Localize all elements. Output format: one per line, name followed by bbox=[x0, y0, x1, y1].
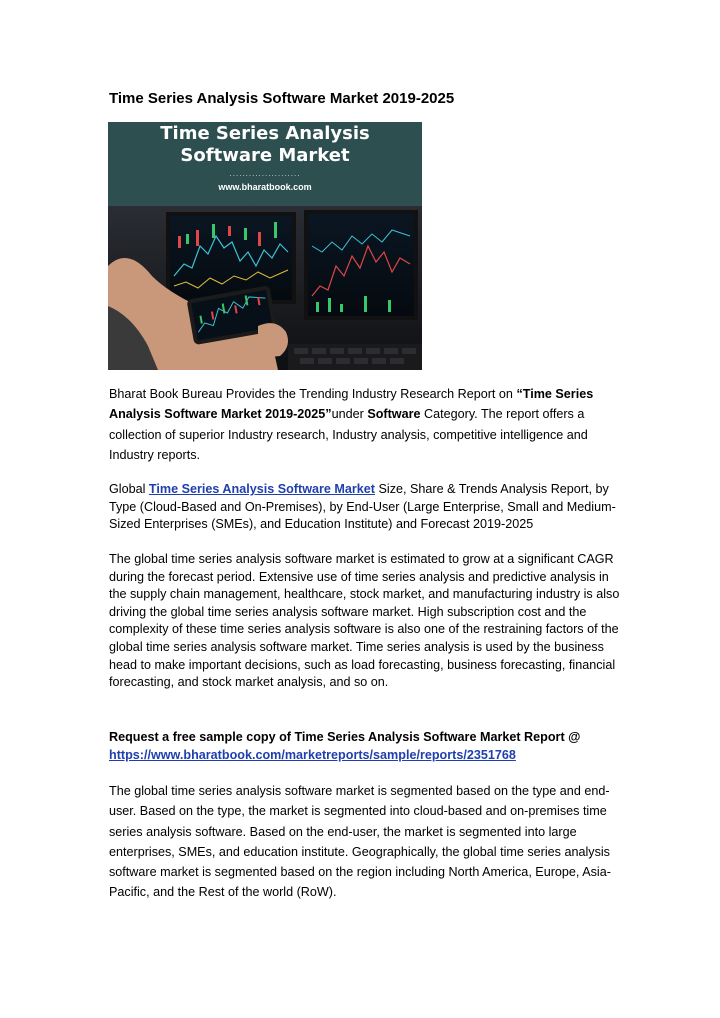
market-overview-paragraph: The global time series analysis software market is estimated to grow at a significant CAGR during the forecast period. Extensive use of time series analysis and predictive analysis in the supply chain management, healthcare, stock market, and manufacturing industry is also driving the global time series analysis software market. High subscription cost and the complexity of these time series analysis software is also one of the restraining factors of the global time series analysis software market. Time series analysis is used by the business head to make important decisions, such as load forecasting, business forecasting, financial forecasting, and stock market analysis, and so on. bbox=[109, 552, 620, 690]
intro-report-title: “Time Series Analysis Software Market 2019-2025” bbox=[109, 387, 594, 422]
intro-text-2: under bbox=[331, 407, 368, 422]
trading-screens-photo bbox=[108, 206, 422, 370]
segmentation-paragraph: The global time series analysis software market is segmented based on the type and end-user. Based on the type, the market is segmented into cloud-based and on-premises time series analysis software. Based on the end-user, the market is segmented into large enterprises, SMEs, and education institute. Geographically, the global time series analysis software market is segmented based on the region including North America, Europe, Asia-Pacific, and the Rest of the world (RoW). bbox=[109, 784, 611, 900]
hero-heading-line1: Time Series Analysis bbox=[160, 123, 370, 144]
hero-url: www.bharatbook.com bbox=[218, 182, 312, 192]
sample-report-link[interactable]: https://www.bharatbook.com/marketreports/sample/reports/2351768 bbox=[109, 747, 516, 762]
hero-dots: ...................... bbox=[229, 169, 301, 178]
market-report-link[interactable]: Time Series Analysis Software Market bbox=[148, 482, 375, 496]
page-title: Time Series Analysis Software Market 2019-2025 bbox=[109, 90, 455, 107]
hero-heading-line2: Software Market bbox=[180, 145, 350, 166]
hero-banner bbox=[108, 122, 422, 206]
sample-request-lead: Request a free sample copy of Time Series Analysis Software Market Report @ bbox=[109, 730, 581, 744]
intro-text-1: Bharat Book Bureau Provides the Trending Industry Research Report on bbox=[109, 387, 517, 401]
intro-category: Software bbox=[367, 407, 421, 422]
intro-text-3: Category. The report offers a collection of superior Industry research, Industry analysis, competitive intelligence and Industry reports. bbox=[109, 407, 588, 462]
scope-text-2: Size, Share & Trends Analysis Report, by Type (Cloud-Based and On-Premises), by End-User (Large Enterprise, Small and Medium-Sized Enterprises (SMEs), and Education Institute) and Forecast 2019-2025 bbox=[109, 482, 616, 532]
scope-text-1: Global bbox=[109, 482, 149, 496]
hero-heading bbox=[108, 122, 422, 167]
hero-image bbox=[108, 122, 422, 370]
sample-request-paragraph bbox=[109, 729, 629, 764]
report-scope-paragraph bbox=[109, 481, 629, 534]
intro-paragraph bbox=[109, 384, 629, 465]
